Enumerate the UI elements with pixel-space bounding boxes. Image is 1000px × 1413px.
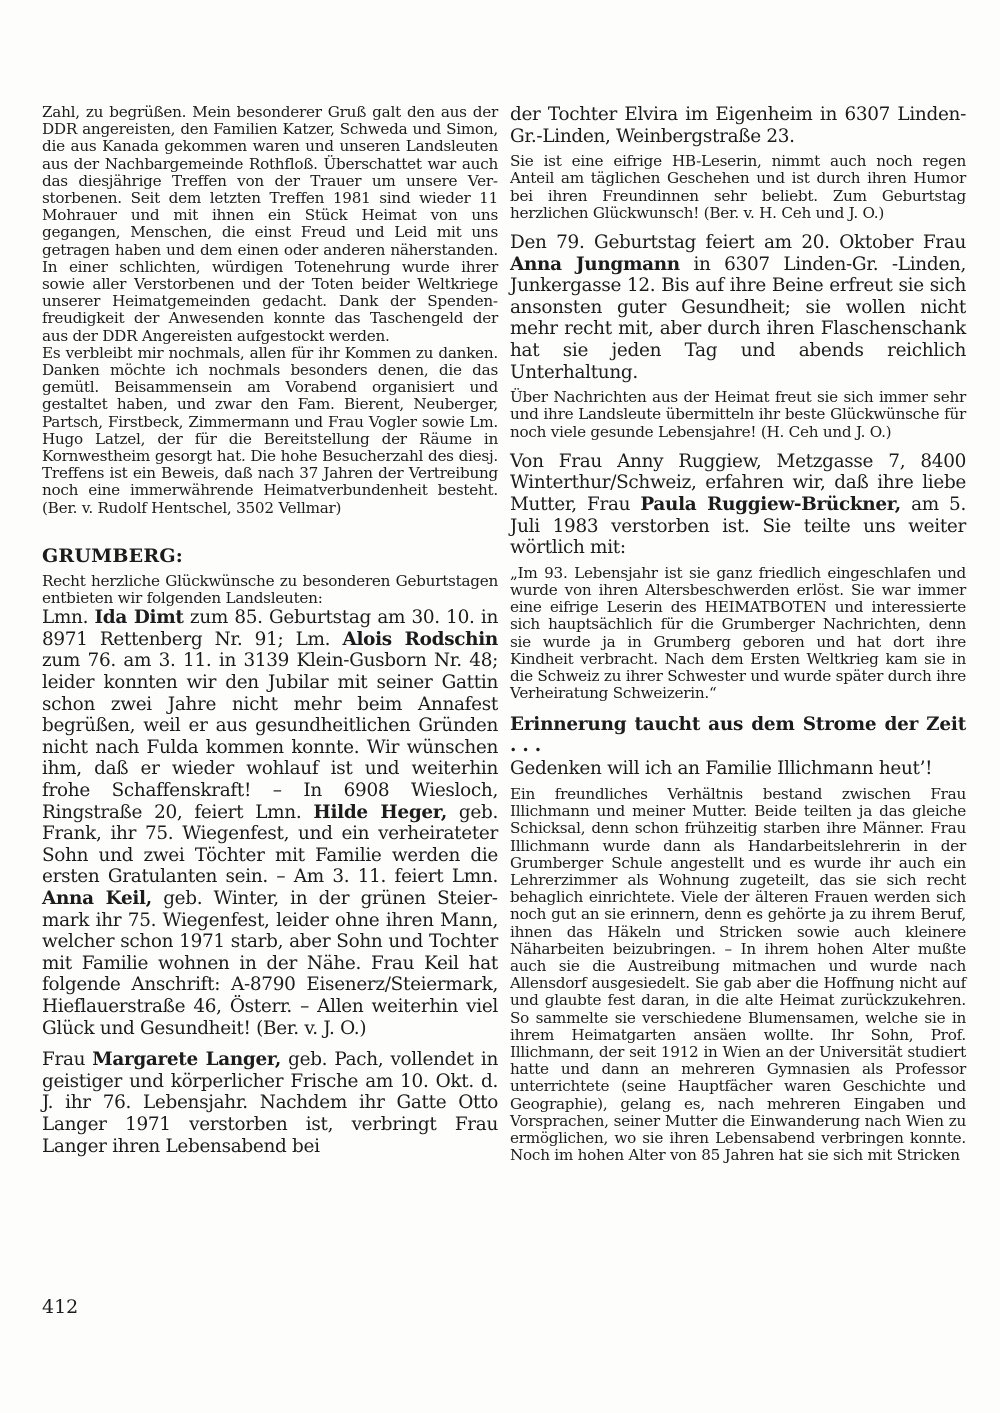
- text-run: zum 76. am 3. 11. in 3139 Klein-Gusborn Nr. 48; leider konnten wir den Jubilar mit seiner Gattin schon zwei Jahre nicht mehr beim Annafest begrüßen, weil er aus gesundheitlichen Gründen nicht nach Fulda kommen konnte. Wir wünschen ihm, daß er wieder wohlauf ist und weiterhin frohe Schaffenskraft! – In 6908 Wiesloch, Ringstraße 20, feiert Lmn.: [42, 650, 498, 823]
- right-column: [510, 104, 966, 1164]
- person-name-anna-jungmann: Anna Jungmann: [510, 253, 680, 275]
- text-run: am 5. Juli 1983 verstorben ist. Sie teilte uns weiter wörtlich mit:: [510, 493, 966, 559]
- person-name-hilde-heger: Hilde Heger,: [313, 801, 447, 823]
- langer-continuation: der Tochter Elvira im Eigenheim in 6307 Linden-Gr.-Linden, Weinbergstraße 23.: [510, 104, 966, 147]
- birthday-list-paragraph: [42, 607, 498, 1039]
- left-column: [42, 104, 498, 1157]
- langer-paragraph: [42, 1049, 498, 1157]
- langer-details: Sie ist eine eifrige HB-Leserin, nimmt auch noch regen Anteil am täglichen Geschehen und ist durch ihren Humor bei ihren Freundinnen sehr beliebt. Zum Geburtstag herzlichen Glückwunsch! (Ber. v. H. Ceh und J. O.): [510, 152, 966, 222]
- article-title: Erinnerung taucht aus dem Strome der Zeit . . .: [510, 714, 966, 757]
- text-run: Frau: [42, 1049, 93, 1071]
- person-name-ida-dimt: Ida Dimt: [94, 607, 184, 629]
- ruggiew-quote: „Im 93. Lebensjahr ist sie ganz friedlich eingeschlafen und wurde von ihren Altersbeschwerden erlöst. Sie war immer eine eifrige Leserin des HEIMATBOTEN und interessierte sich hauptsächlich für die Grumberger Nachrichten, denn sie wurde ja in Grumberg geboren und hat dort ihre Kindheit verbracht. Nach dem Ersten Weltkrieg kam sie in die Schweiz zu ihrer Schwester und wurde später durch ihre Verheiratung Schweizerin.“: [510, 563, 966, 703]
- text-run: geb. Pach, vollendet in geistiger und körperlicher Frische am 10. Okt. d. J. ihr 76. Lebensjahr. Nachdem ihr Gatte Otto Langer 1971 verstorben ist, verbringt Frau Langer ihren Lebensabend bei: [42, 1049, 498, 1157]
- text-run: in 6307 Linden-Gr. -Linden, Junkergasse 12. Bis auf ihre Beine erfreut sie sich ansonsten guter Gesundheit; sie wollen nicht mehr recht mit, aber durch ihren Flaschenschank hat sie jeden Tag und abends reichlich Unterhaltung.: [510, 253, 966, 383]
- article-body: Ein freundliches Verhältnis bestand zwischen Frau Illichmann und meiner Mutter. Beide teilten ja das gleiche Schicksal, denn schon frühzeitig starben ihre Männer. Frau Illichmann wurde dann als Handarbeitslehrerin in der Grumberger Schule angestellt und es wurde ihr auch ein Lehrerzimmer als Wohnung zugeteilt, das sie sich recht behaglich einrichtete. Viele der älteren Frauen werden sich noch gut an sie erinnern, denn es gehörte ja zu ihrem Beruf, ihnen das Häkeln und Stricken sowie auch kleinere Näharbeiten beizubringen. – In ihrem hohen Alter mußte auch sie die Austreibung mitmachen und wurde nach Allensdorf ausgesiedelt. Sie gab aber die Hoffnung nicht auf und glaubte fest daran, in die alte Heimat zurückzukehren. So sammelte sie verschiedene Blumensamen, welche sie in ihrem Heimatgarten ansäen wollte. Ihr Sohn, Prof. Illichmann, der seit 1912 in Wien an der Universität studiert hatte und dann an mehreren Gymnasien als Professor unterrichtete (seine Hauptfächer waren Geschichte und Geographie), gelang es, nach mehreren Eingaben und Vorsprachen, seiner Mutter die Einwanderung nach Wien zu ermöglichen, wo sie ihren Lebensabend verbringen konnte. Noch im hohen Alter von 85 Jahren hat sie sich mit Stricken: [510, 784, 966, 1165]
- ruggiew-paragraph: [510, 451, 966, 559]
- thanks-paragraph: Es verbleibt mir nochmals, allen für ihr Kommen zu danken. Danken möchte ich nochmals besonders denen, die das gemütl. Beisammensein am Vorabend organisiert und gestaltet haben, und zwar den Fam. Bierent, Neuberger, Partsch, Firstbeck, Zimmermann und Frau Vogler sowie Lm. Hugo Latzel, der für die Bereitstellung der Räume in Kornwestheim gesorgt hat. Die hohe Besucherzahl des diesj. Treffens ist ein Beweis, daß nach 37 Jahren der Vertreibung noch eine immerwährende Heimatverbundenheit besteht. (Ber. v. Rudolf Hentschel, 3502 Vellmar): [42, 343, 498, 517]
- text-run: zum 85. Geburtstag am 30. 10. in 8971 Rettenberg Nr. 91; Lm.: [42, 607, 498, 650]
- text-run: geb. Winter, in der grünen Steiermark ihr 75. Wiegenfest, leider ohne ihren Mann, welcher schon 1971 starb, aber Sohn und Tochter mit Familie wohnen in der Nähe. Frau Keil hat folgende Anschrift: A-8790 Eisenerz/Steiermark, Hieflauerstraße 46, Österr. – Allen weiterhin viel Glück und Gesundheit! (Ber. v. J. O.): [42, 888, 498, 1039]
- section-heading-grumberg: GRUMBERG:: [42, 544, 183, 567]
- text-run: geb. Frank, ihr 75. Wiegenfest, und ein verheirateter Sohn und zwei Töchter mit Familie werden die ersten Gratulanten sein. – Am 3. 11. feiert Lmn.: [42, 801, 499, 888]
- jungmann-paragraph: [510, 232, 966, 383]
- person-name-anna-keil: Anna Keil,: [42, 888, 152, 909]
- person-name-paula-ruggiew-brueckner: Paula Ruggiew-Brückner,: [640, 493, 901, 515]
- mohrau-meeting-paragraph: Zahl, zu begrüßen. Mein besonderer Gruß galt den aus der DDR angereisten, den Familien Katzer, Schweda und Simon, die aus Kanada gekommen waren und unseren Landsleuten aus der Nachbargemeinde Rothfloß. Überschattet war auch das diesjährige Treffen von der Trauer um unsere Verstorbenen. Seit dem letzten Treffen 1981 sind wieder 11 Mohrauer und mit ihnen ein Stück Heimat von uns gegangen, Menschen, die einst Freud und Leid mit uns getragen haben und dem einen oder anderen näherstanden. In einer schlichten, würdigen Totenehrung wurde ihrer sowie aller Verstorbenen und der Toten beider Weltkriege unserer Heimatgemeinden gedacht. Dank der Spendenfreudigkeit der Anwesenden konnte das Taschengeld der aus der DDR Angereisten aufgestockt werden.: [42, 103, 498, 345]
- jungmann-details: Über Nachrichten aus der Heimat freut sie sich immer sehr und ihre Landsleute übermitteln ihr beste Glückwünsche für noch viele gesunde Lebensjahre! (H. Ceh und J. O.): [510, 388, 966, 441]
- page-number: 412: [42, 1296, 79, 1318]
- text-run: Lmn.: [42, 607, 95, 629]
- person-name-alois-rodschin: Alois Rodschin: [342, 628, 498, 650]
- person-name-margarete-langer: Margarete Langer,: [92, 1049, 282, 1071]
- text-run: Den 79. Geburtstag feiert am 20. Oktober Frau: [510, 232, 966, 253]
- birthday-intro: Recht herzliche Glückwünsche zu besonderen Geburtstagen entbieten wir folgenden Landsleuten:: [42, 571, 498, 608]
- text-run: Von Frau Anny Ruggiew, Metzgasse 7, 8400 Winterthur/Schweiz, erfahren wir, daß ihre liebe Mutter, Frau: [510, 450, 966, 515]
- article-subtitle: Gedenken will ich an Familie Illichmann heut’!: [510, 758, 933, 780]
